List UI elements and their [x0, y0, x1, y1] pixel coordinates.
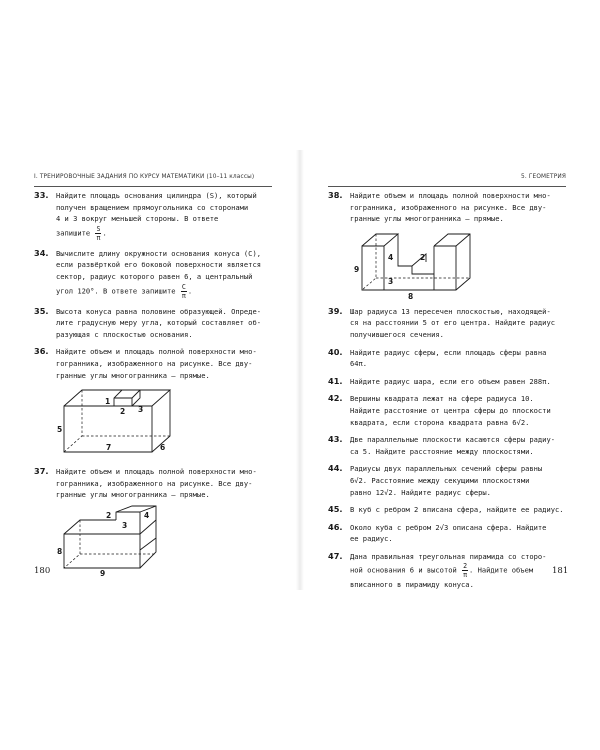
problem-38 [328, 190, 566, 300]
figure-label: 2 [106, 510, 112, 520]
running-head-right: 5. ГЕОМЕТРИЯ [328, 174, 566, 187]
figure-label: 7 [106, 443, 112, 453]
problem-line: ся на расстоянии 5 от его центра. Найдите радиус [350, 318, 555, 328]
problem-line: ее радиус. [350, 534, 393, 544]
problem-line: Шар радиуса 13 пересечен плоскостью, находящей- [350, 306, 551, 316]
running-head-left: I. ТРЕНИРОВОЧНЫЕ ЗАДАНИЯ ПО КУРСУ МАТЕМАТИКИ (10–11 классы) [34, 174, 272, 187]
right-page [300, 0, 600, 750]
figure-label: 2 [120, 407, 126, 417]
fraction-denominator: π [463, 571, 468, 580]
problem-line: 64π. [350, 359, 368, 369]
page-number-right: 181 [552, 566, 569, 576]
problem-43 [328, 434, 566, 457]
problem-text [350, 463, 566, 498]
problem-text [56, 248, 272, 300]
problem-line: если развёрткой его боковой поверхности является [56, 260, 261, 270]
problem-text [350, 393, 566, 428]
problem-line: Найдите объем и площадь полной поверхности мно- [56, 467, 257, 477]
problem-45 [328, 504, 566, 516]
problem-line: 4 и 3 вокруг меньшей стороны. В ответе [56, 214, 219, 224]
problem-text [350, 522, 566, 545]
problem-number: 38. [328, 190, 343, 200]
problem-number: 34. [34, 247, 49, 258]
problem-line: Вершины квадрата лежат на сфере радиуса 10. [350, 394, 534, 404]
figure-label: 4 [388, 252, 394, 262]
figure-label: 9 [354, 264, 360, 274]
problem-text [56, 306, 272, 341]
problem-number: 35. [34, 305, 49, 316]
problem-number: 46. [328, 521, 343, 532]
problem-line: получен вращением прямоугольника со сторонами [56, 202, 249, 212]
problem-44 [328, 463, 566, 498]
problem-number: 44. [328, 463, 343, 474]
figure-label: 8 [408, 291, 414, 300]
problem-line: гогранника, изображенного на рисунке. Все дву- [56, 478, 253, 488]
problem-number: 42. [328, 393, 343, 404]
fraction-numerator: C [181, 282, 186, 291]
right-column [328, 190, 569, 597]
figure-label: 4 [144, 510, 150, 520]
problem-line: вписанного в пирамиду конуса. [350, 580, 474, 590]
problem-line: Найдите расстояние от центра сферы до плоскости [350, 405, 551, 415]
fraction-denominator: π [181, 291, 186, 300]
fraction-line-suffix: . Найдите объем [469, 565, 534, 575]
problem-text [350, 306, 566, 341]
problem-line: гогранника, изображенного на рисунке. Все дву- [56, 358, 253, 368]
problem-number: 33. [34, 190, 49, 200]
problem-line: сектор, радиус которого равен 6, а центральный [56, 271, 253, 281]
figure-label: 3 [138, 405, 144, 415]
problem-line: Найдите объем и площадь полной поверхности мно- [56, 347, 257, 357]
answer-suffix: . [102, 228, 107, 238]
figure-label: 8 [57, 546, 63, 556]
problem-line: Вычислите длину окружности основания конуса (C), [56, 248, 261, 258]
problem-39 [328, 306, 566, 341]
problem-40 [328, 347, 566, 370]
problem-line: квадрата, если сторона квадрата равна 6√2. [350, 417, 530, 427]
problem-text [56, 190, 272, 242]
problem-line: лите градусную меру угла, который составляет об- [56, 318, 261, 328]
problem-line: разующая с плоскостью основания. [56, 329, 193, 339]
left-column [34, 190, 272, 582]
problem-47 [328, 550, 569, 591]
figure-label: 3 [122, 520, 128, 530]
problem-35 [34, 306, 272, 341]
problem-line: 6√2. Расстояние между секущими плоскостями [350, 475, 530, 485]
problem-36 [34, 346, 272, 460]
figure-label: 6 [160, 443, 166, 453]
problem-number: 37. [34, 466, 49, 477]
problem-number: 43. [328, 434, 343, 445]
problem-line: В куб с ребром 2 вписана сфера, найдите ее радиус. [350, 505, 564, 515]
figure-label: 5 [57, 425, 63, 435]
problem-line: Высота конуса равна половине образующей. Опреде- [56, 306, 261, 316]
problem-line: гогранника, изображенного на рисунке. Все дву- [350, 202, 547, 212]
problem-line: Две параллельные плоскости касаются сферы радиу- [350, 435, 555, 445]
figure-label: 9 [100, 568, 106, 576]
answer-prefix: запишите [56, 228, 91, 238]
problem-number: 40. [328, 346, 343, 357]
problem-line: са 5. Найдите расстояние между плоскостями. [350, 446, 534, 456]
problem-number: 39. [328, 305, 343, 316]
figure-label: 1 [105, 397, 111, 407]
fraction [95, 225, 101, 242]
problem-text [350, 190, 566, 225]
problem-41 [328, 376, 566, 388]
problem-34 [34, 248, 272, 300]
problem-text [56, 346, 272, 381]
problem-number: 41. [328, 375, 343, 386]
problem-text [56, 466, 272, 501]
problem-42 [328, 393, 566, 428]
answer-suffix: . [187, 286, 193, 296]
problem-line: Дана правильная треугольная пирамида со сторо- [350, 551, 547, 561]
problem-number: 47. [328, 550, 343, 561]
problem-number: 45. [328, 504, 343, 515]
problem-text [350, 504, 566, 516]
answer-format-line [56, 225, 272, 242]
polyhedron-figure-37 [56, 504, 176, 576]
fraction-denominator: π [96, 233, 101, 242]
problem-line: гранные углы многогранника — прямые. [56, 490, 210, 500]
problem-line: Найдите площадь основания цилиндра (S), который [56, 191, 257, 200]
figure-label: 3 [388, 276, 394, 286]
fraction-line-prefix: ной основания 6 и высотой [350, 565, 457, 575]
polyhedron-figure-36 [56, 384, 176, 460]
page-number-left: 180 [34, 566, 51, 576]
polyhedron-figure-38 [350, 228, 480, 300]
fraction [462, 562, 468, 579]
figure-label: 2 [420, 252, 426, 262]
problem-46 [328, 522, 566, 545]
problem-line: угол 120°. В ответе запишите [56, 286, 176, 296]
answer-format-line [56, 283, 272, 300]
problem-line: гранные углы многогранника — прямые. [56, 370, 210, 380]
problem-line: Найдите радиус шара, если его объем равен 288π. [350, 376, 551, 386]
problem-line: Найдите радиус сферы, если площадь сферы равна [350, 347, 547, 357]
problem-line: получившегося сечения. [350, 329, 444, 339]
problem-text [350, 347, 566, 370]
fraction-numerator: 2 [463, 562, 468, 571]
problem-text [350, 551, 569, 591]
problem-33 [34, 190, 272, 242]
problem-line: Найдите объем и площадь полной поверхности мно- [350, 191, 551, 200]
fraction-numerator: S [96, 224, 101, 233]
fraction-line [350, 562, 569, 580]
problem-text [350, 376, 566, 388]
fraction [181, 283, 187, 300]
problem-line: равно 12√2. Найдите радиус сферы. [350, 487, 491, 497]
problem-line: гранные углы многогранника — прямые. [350, 214, 504, 224]
problem-number: 36. [34, 346, 49, 357]
problem-text [350, 434, 566, 457]
problem-line: Около куба с ребром 2√3 описана сфера. Найдите [350, 522, 547, 532]
problem-37 [34, 466, 272, 576]
problem-line: Радиусы двух параллельных сечений сферы равны [350, 464, 543, 474]
